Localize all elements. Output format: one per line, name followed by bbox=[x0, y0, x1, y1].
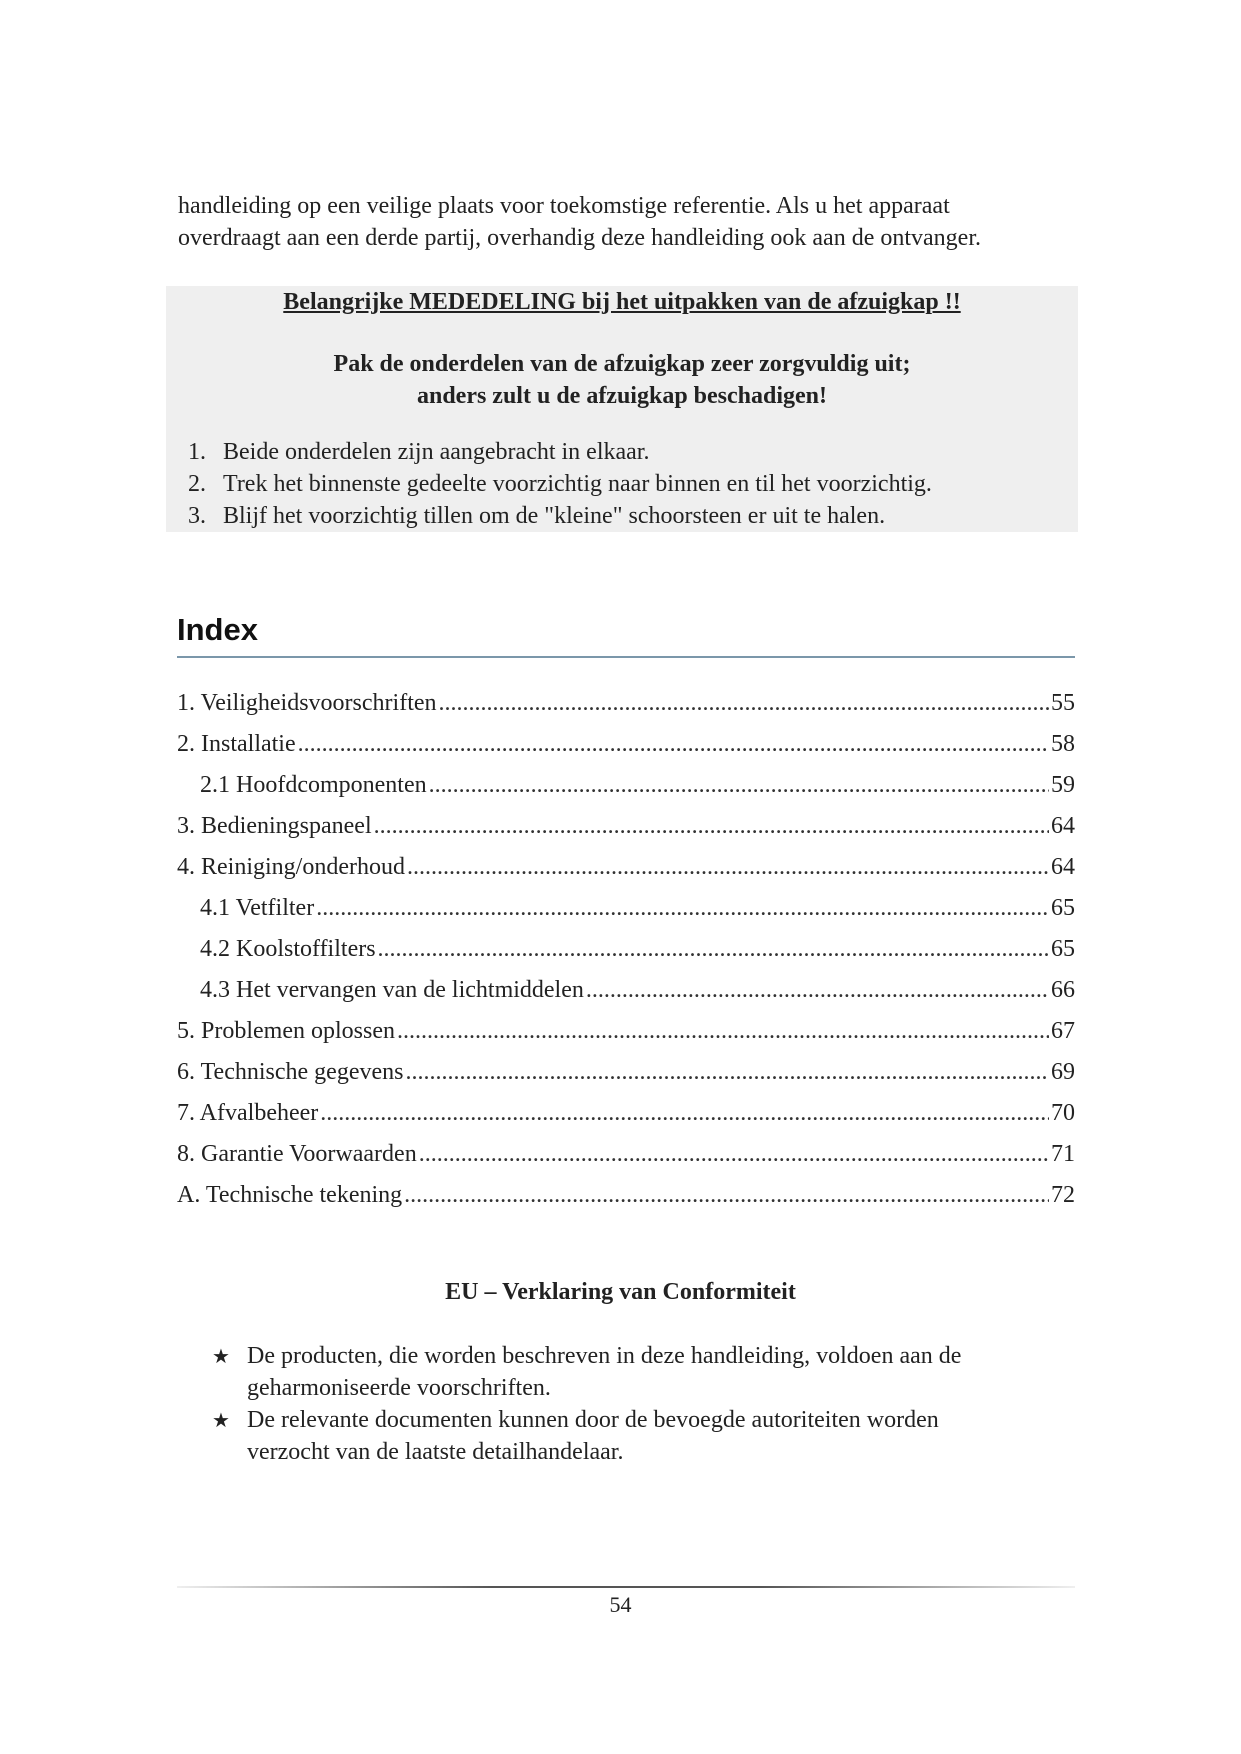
toc-label: 1. Veiligheidsvoorschriften bbox=[177, 690, 437, 716]
page-number: 54 bbox=[609, 1592, 632, 1617]
toc-subentry[interactable] bbox=[177, 768, 1075, 809]
toc-label: A. Technische tekening bbox=[177, 1182, 403, 1208]
step-text: Trek het binnenste gedeelte voorzichtig naar binnen en til het voorzichtig. bbox=[223, 471, 932, 497]
toc-label: 6. Technische gegevens bbox=[177, 1059, 404, 1085]
warning-line: Pak de onderdelen van de afzuigkap zeer zorgvuldig uit; bbox=[333, 351, 911, 377]
toc-leader bbox=[316, 891, 1049, 925]
list-item bbox=[212, 1404, 1072, 1468]
intro-paragraph bbox=[178, 190, 1078, 254]
toc-entry[interactable] bbox=[177, 727, 1075, 768]
intro-line: handleiding op een veilige plaats voor toekomstige referentie. Als u het apparaat bbox=[178, 193, 950, 219]
notice-warning bbox=[166, 348, 1078, 412]
toc-entry[interactable] bbox=[177, 1178, 1075, 1219]
table-of-contents bbox=[177, 686, 1075, 1219]
index-heading: Index bbox=[177, 612, 258, 647]
toc-leader bbox=[397, 1014, 1049, 1048]
toc-page: 58 bbox=[1051, 731, 1075, 757]
toc-subentry[interactable] bbox=[177, 973, 1075, 1014]
toc-leader bbox=[439, 686, 1049, 720]
unpacking-notice-box bbox=[166, 286, 1078, 532]
toc-leader bbox=[419, 1137, 1049, 1171]
toc-page: 66 bbox=[1051, 977, 1075, 1003]
toc-label: 8. Garantie Voorwaarden bbox=[177, 1141, 417, 1167]
index-divider bbox=[177, 656, 1075, 658]
toc-page: 65 bbox=[1051, 895, 1075, 921]
toc-leader bbox=[298, 727, 1049, 761]
bullet-line: De producten, die worden beschreven in deze handleiding, voldoen aan de bbox=[247, 1343, 962, 1369]
toc-label: 2.1 Hoofdcomponenten bbox=[200, 772, 427, 798]
toc-leader bbox=[374, 809, 1049, 843]
toc-page: 55 bbox=[1051, 690, 1075, 716]
toc-label: 4.3 Het vervangen van de lichtmiddelen bbox=[200, 977, 584, 1003]
step-text: Beide onderdelen zijn aangebracht in elkaar. bbox=[223, 439, 650, 465]
toc-page: 59 bbox=[1051, 772, 1075, 798]
bullet-text bbox=[247, 1404, 939, 1468]
toc-leader bbox=[320, 1096, 1049, 1130]
toc-page: 69 bbox=[1051, 1059, 1075, 1085]
toc-leader bbox=[405, 1055, 1049, 1089]
intro-line: overdraagt aan een derde partij, overhandig deze handleiding ook aan de ontvanger. bbox=[178, 225, 981, 251]
star-icon: ★ bbox=[212, 1344, 230, 1368]
toc-label: 7. Afvalbeheer bbox=[177, 1100, 319, 1126]
list-item bbox=[188, 436, 932, 468]
toc-label: 2. Installatie bbox=[177, 731, 296, 757]
toc-leader bbox=[378, 932, 1049, 966]
toc-entry[interactable] bbox=[177, 1014, 1075, 1055]
toc-label: 3. Bedieningspaneel bbox=[177, 813, 372, 839]
step-text: Blijf het voorzichtig tillen om de "kleine" schoorsteen er uit te halen. bbox=[223, 503, 886, 529]
list-item bbox=[212, 1340, 1072, 1404]
toc-page: 70 bbox=[1051, 1100, 1075, 1126]
toc-subentry[interactable] bbox=[177, 891, 1075, 932]
toc-leader bbox=[407, 850, 1049, 884]
toc-entry[interactable] bbox=[177, 1096, 1075, 1137]
footer-divider bbox=[177, 1586, 1075, 1588]
eu-conformity-title: EU – Verklaring van Conformiteit bbox=[445, 1279, 796, 1305]
toc-label: 4.1 Vetfilter bbox=[200, 895, 315, 921]
toc-leader bbox=[586, 973, 1049, 1007]
toc-page: 71 bbox=[1051, 1141, 1075, 1167]
toc-page: 65 bbox=[1051, 936, 1075, 962]
notice-title: Belangrijke MEDEDELING bij het uitpakken van de afzuigkap !! bbox=[283, 289, 961, 315]
toc-label: 5. Problemen oplossen bbox=[177, 1018, 395, 1044]
bullet-text bbox=[247, 1340, 961, 1404]
toc-label: 4. Reiniging/onderhoud bbox=[177, 854, 405, 880]
unpacking-steps-list bbox=[188, 436, 932, 532]
step-number: 3. bbox=[188, 503, 206, 529]
toc-entry[interactable] bbox=[177, 1137, 1075, 1178]
toc-label: 4.2 Koolstoffilters bbox=[200, 936, 376, 962]
toc-page: 72 bbox=[1051, 1182, 1075, 1208]
toc-entry[interactable] bbox=[177, 809, 1075, 850]
list-item bbox=[188, 468, 932, 500]
toc-entry[interactable] bbox=[177, 686, 1075, 727]
toc-leader bbox=[429, 768, 1049, 802]
toc-leader bbox=[404, 1178, 1049, 1212]
step-number: 1. bbox=[188, 439, 206, 465]
step-number: 2. bbox=[188, 471, 206, 497]
warning-line: anders zult u de afzuigkap beschadigen! bbox=[416, 383, 828, 409]
toc-page: 64 bbox=[1051, 813, 1075, 839]
bullet-line: De relevante documenten kunnen door de bevoegde autoriteiten worden bbox=[247, 1407, 939, 1433]
toc-page: 67 bbox=[1051, 1018, 1075, 1044]
toc-entry[interactable] bbox=[177, 850, 1075, 891]
list-item bbox=[188, 500, 932, 532]
star-icon: ★ bbox=[212, 1408, 230, 1432]
toc-entry[interactable] bbox=[177, 1055, 1075, 1096]
bullet-line: geharmoniseerde voorschriften. bbox=[247, 1375, 551, 1401]
toc-subentry[interactable] bbox=[177, 932, 1075, 973]
eu-conformity-list bbox=[212, 1340, 1072, 1468]
bullet-line: verzocht van de laatste detailhandelaar. bbox=[247, 1439, 624, 1465]
toc-page: 64 bbox=[1051, 854, 1075, 880]
